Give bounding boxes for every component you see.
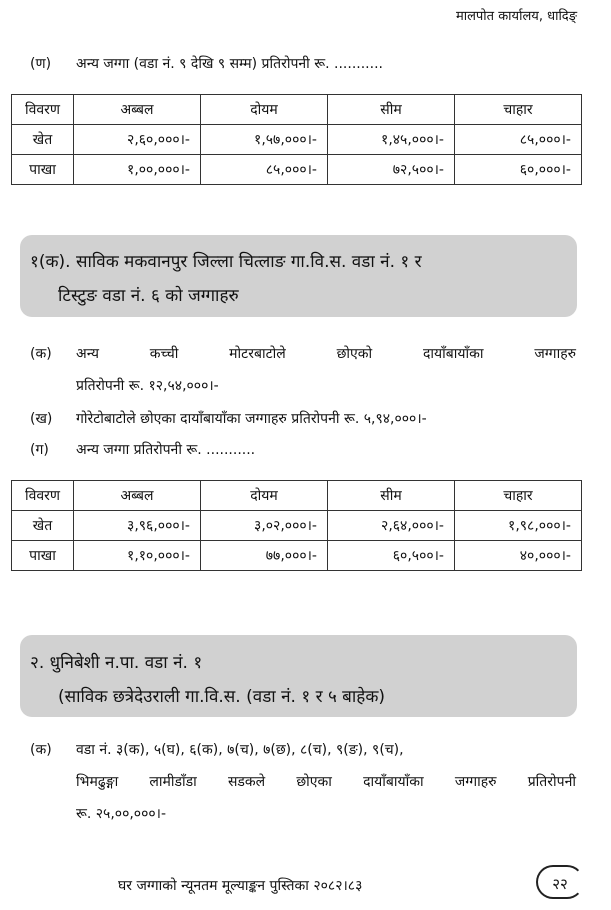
table-cell: १,५७,०००।- (201, 125, 328, 155)
rate-table-2 (11, 480, 582, 571)
section-heading-line: २. धुनिबेशी न.पा. वडा नं. १ (30, 653, 203, 673)
list-item (30, 344, 76, 363)
item-text-line: प्रतिरोपनी रू. १२,५४,०००।- (76, 378, 219, 394)
table-header-row (12, 481, 582, 511)
table-cell: १,००,०००।- (74, 155, 201, 185)
table-header-row (12, 95, 582, 125)
table-cell: १,४५,०००।- (328, 125, 455, 155)
item-text: गोरेटोबाटोले छोएका दायाँबायाँका जग्गाहरु प्रतिरोपनी रू. ५,९४,०००।- (76, 411, 427, 427)
item-text-line: अन्य कच्ची मोटरबाटोले छोएको दायाँबायाँका जग्गाहरु (76, 346, 576, 362)
item-text: अन्य जग्गा प्रतिरोपनी रू. ........... (76, 442, 256, 458)
section-heading-box (20, 635, 577, 717)
row-label-cell: खेत (12, 511, 74, 541)
table-header-cell: चाहार (455, 481, 582, 511)
list-item (30, 409, 427, 428)
footer-title: घर जग्गाको न्यूनतम मूल्याङ्कन पुस्तिका २०८२।८३ (118, 878, 363, 894)
section-heading-line: (साविक छत्रेदेउराली गा.वि.स. (वडा नं. १ र ५ बाहेक) (58, 687, 386, 707)
item-marker: (क) (30, 346, 52, 362)
table-cell: ३,०२,०००।- (201, 511, 328, 541)
table-cell: ८५,०००।- (201, 155, 328, 185)
table-cell: ८५,०००।- (455, 125, 582, 155)
office-header: मालपोत कार्यालय, धादिङ् (455, 9, 577, 24)
table-cell: ६०,०००।- (455, 155, 582, 185)
table-header-cell: विवरण (12, 95, 74, 125)
rate-table-1 (11, 94, 582, 185)
item-marker: (ग) (30, 442, 49, 458)
table-cell: ७७,०००।- (201, 541, 328, 571)
row-label-cell: पाखा (12, 541, 74, 571)
table-cell: ३,९६,०००।- (74, 511, 201, 541)
table-row (12, 125, 582, 155)
table-cell: १,१०,०००।- (74, 541, 201, 571)
table-header-cell: विवरण (12, 481, 74, 511)
section-heading-line: टिस्टुङ वडा नं. ६ को जग्गाहरु (58, 286, 239, 306)
row-label-cell: पाखा (12, 155, 74, 185)
table-row (12, 155, 582, 185)
table-cell: ४०,०००।- (455, 541, 582, 571)
table-header-cell: अब्बल (74, 95, 201, 125)
table-header-cell: सीम (328, 95, 455, 125)
list-item (30, 440, 255, 459)
table-row (12, 541, 582, 571)
table-cell: २,६०,०००।- (74, 125, 201, 155)
table-header-cell: दोयम (201, 95, 328, 125)
section-heading-box (20, 235, 577, 317)
item-text: अन्य जग्गा (वडा नं. ९ देखि ९ सम्म) प्रतिरोपनी रू. ........... (76, 56, 383, 72)
table-header-cell: दोयम (201, 481, 328, 511)
item-text-line: वडा नं. ३(क), ५(घ), ६(क), ७(च), ७(छ), ८(च), ९(ङ), ९(च), (76, 742, 404, 758)
page-number: २२ (536, 865, 584, 899)
item-text-line: रू. २५,००,०००।- (76, 806, 166, 822)
list-item (30, 54, 383, 73)
section-heading-line: १(क). साविक मकवानपुर जिल्ला चित्लाङ गा.वि.स. वडा नं. १ र (30, 252, 422, 272)
list-item (30, 740, 76, 759)
table-row (12, 511, 582, 541)
table-cell: १,९८,०००।- (455, 511, 582, 541)
item-text-line: भिमढुङ्गा लामीडाँडा सडकले छोएका दायाँबायाँका जग्गाहरु प्रतिरोपनी (76, 774, 576, 790)
item-marker: (क) (30, 742, 52, 758)
table-cell: ६०,५००।- (328, 541, 455, 571)
item-marker: (ख) (30, 411, 53, 427)
table-header-cell: अब्बल (74, 481, 201, 511)
table-cell: २,६४,०००।- (328, 511, 455, 541)
table-cell: ७२,५००।- (328, 155, 455, 185)
table-header-cell: सीम (328, 481, 455, 511)
item-marker: (ण) (30, 56, 52, 72)
row-label-cell: खेत (12, 125, 74, 155)
table-header-cell: चाहार (455, 95, 582, 125)
